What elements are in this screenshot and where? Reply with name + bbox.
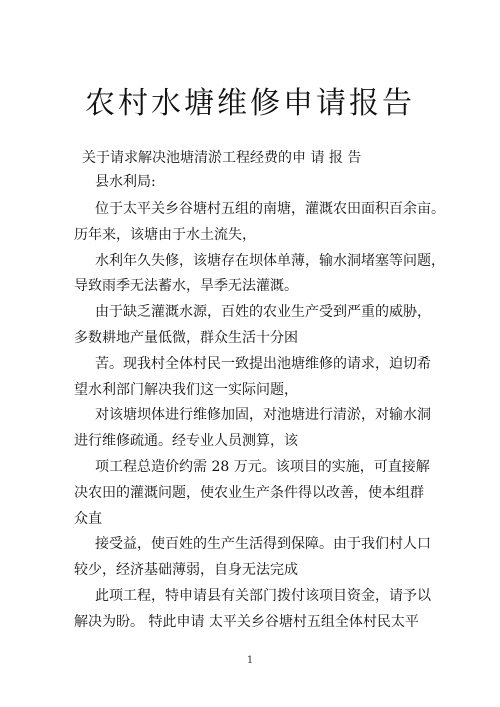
body-line: 较少，经济基础薄弱，自身无法完成 — [74, 562, 298, 579]
report-body — [74, 197, 445, 636]
body-line: 望水利部门解决我们这一实际问题， — [74, 381, 298, 398]
body-line: 接受益，使百姓的生产生活得到保障。由于我们村人口 — [95, 536, 431, 553]
page-number: 1 — [246, 655, 254, 666]
body-line: 此项工程，特申请县有关部门拨付该项目资金，请予以 — [95, 587, 431, 604]
document-title: 农村水塘维修申请报告 — [85, 86, 415, 121]
body-line: 进行维修疏通。经专业人员测算，该 — [74, 433, 298, 450]
body-line: 由于缺乏灌溉水源，百姓的农业生产受到严重的威胁， — [95, 304, 431, 321]
body-line: 苦。现我村全体村民一致提出池塘维修的请求，迫切希 — [95, 355, 431, 372]
body-line: 项工程总造价约需 28 万元。该项目的实施，可直接解 — [95, 458, 430, 475]
body-line: 水利年久失修，该塘存在坝体单薄，输水洞堵塞等问题， — [95, 252, 445, 269]
body-line: 决农田的灌溉问题，使农业生产条件得以改善，使本组群 — [74, 484, 424, 501]
body-line: 多数耕地产量低微，群众生活十分困 — [74, 329, 298, 346]
body-line: 位于太平关乡谷塘村五组的南塘，灌溉农田面积百余亩。 — [95, 201, 445, 217]
footer-divider — [60, 676, 440, 677]
report-subtitle: 关于请求解决池塘清淤工程经费的申 请 报 告 — [82, 150, 362, 166]
body-line: 解决为盼。 特此申请 太平关乡谷塘村五组全体村民太平 — [74, 613, 419, 630]
body-line: 导致雨季无法蓄水，旱季无法灌溉。 — [74, 278, 298, 295]
body-line: 历年来，该塘由于水土流失， — [74, 226, 256, 243]
addressee: 县水利局: — [95, 174, 156, 190]
body-line: 众直 — [74, 510, 102, 527]
body-line: 对该塘坝体进行维修加固，对池塘进行清淤，对输水洞 — [95, 407, 431, 424]
